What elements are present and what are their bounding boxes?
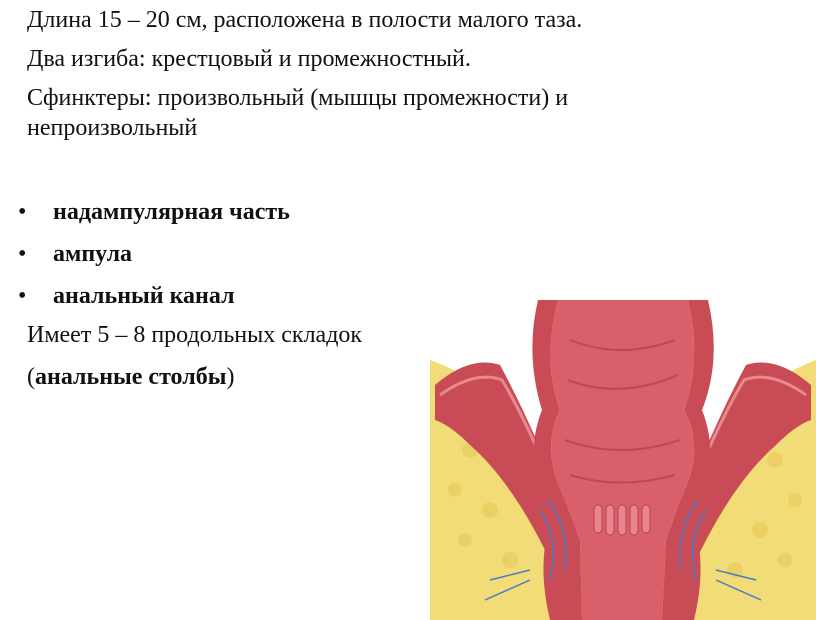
intro-text — [27, 5, 727, 143]
bullet-icon: • — [18, 283, 27, 309]
anal-columns-note — [27, 320, 367, 392]
rectum-anatomy-illustration — [430, 300, 816, 620]
list-item-label: надампулярная часть — [53, 199, 290, 225]
bullet-icon: • — [18, 241, 27, 267]
curves-line: Два изгиба: крестцовый и промежностный. — [27, 46, 471, 72]
sphincters-line: Сфинктеры: произвольный (мышцы промежности) и непроизвольный — [27, 85, 569, 141]
list-item — [13, 239, 290, 269]
length-line: Длина 15 – 20 см, расположена в полости малого таза. — [27, 7, 583, 33]
bullet-icon: • — [18, 199, 27, 225]
folds-text: Имеет 5 – 8 продольных складок — [27, 322, 363, 348]
list-item — [13, 197, 290, 227]
list-item — [13, 281, 290, 311]
anal-columns-term: (анальные столбы) — [27, 364, 235, 390]
rectum-parts-list — [13, 197, 290, 323]
list-item-label: ампула — [53, 241, 133, 267]
list-item-label: анальный канал — [53, 283, 235, 309]
